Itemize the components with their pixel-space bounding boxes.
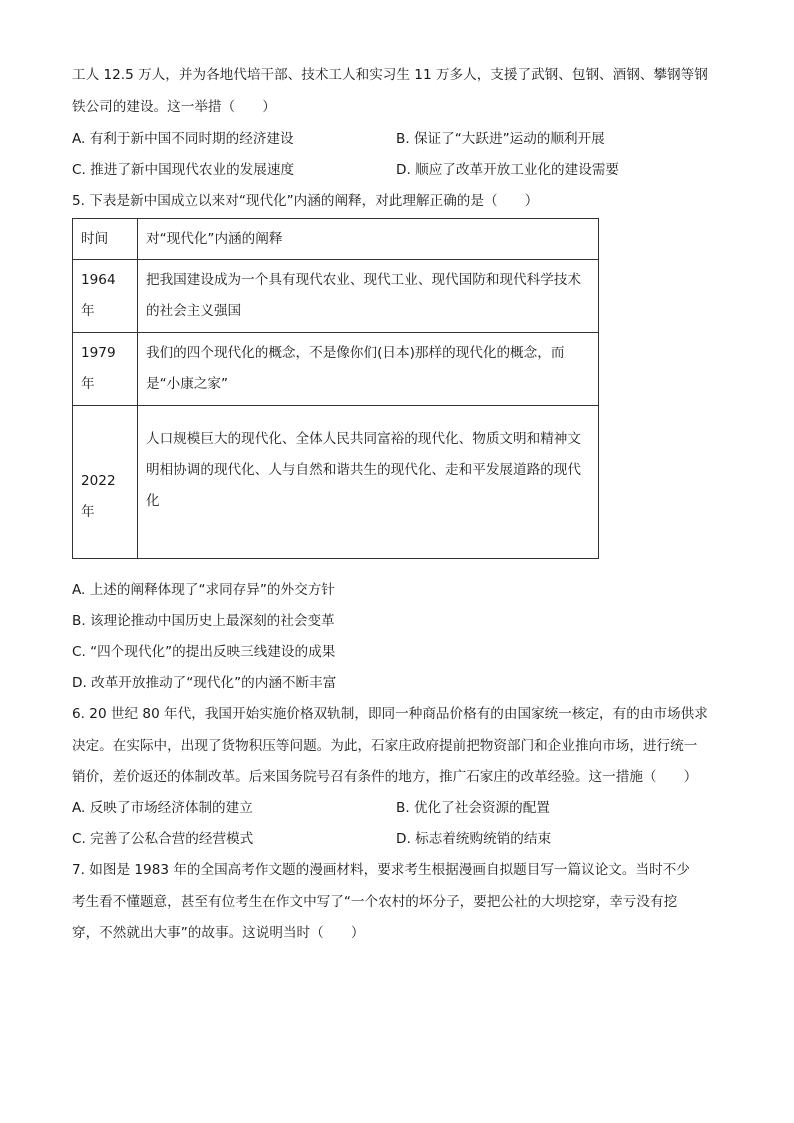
content-text: 人口规模巨大的现代化、全体人民共同富裕的现代化、物质文明和精神文明相协调的现代化、人与自然和谐共生的现代化、走和平发展道路的现代化	[146, 431, 581, 509]
content-text: 我们的四个现代化的概念，不是像你们(日本)那样的现代化的概念，而是“小康之家”	[146, 345, 565, 392]
header-content: 对“现代化”内涵的阐释	[146, 230, 283, 247]
q6-option-a: A. 反映了市场经济体制的建立	[72, 800, 253, 816]
table-row	[73, 333, 599, 406]
intro-line-2: 铁公司的建设。这一举措（ ）	[72, 99, 276, 115]
year-unit: 年	[81, 504, 95, 520]
header-content-cell	[138, 219, 599, 260]
table-header-row	[73, 219, 599, 260]
year-unit: 年	[81, 376, 95, 392]
year-number: 1979	[81, 345, 116, 361]
content-cell	[138, 406, 599, 559]
q6-line-2: 决定。在实际中，出现了货物积压等问题。为此，石家庄政府提前把物资部门和企业推向市场，进行统一	[72, 738, 698, 754]
q5-stem: 5. 下表是新中国成立以来对“现代化”内涵的阐释，对此理解正确的是（ ）	[72, 193, 539, 209]
table-row	[73, 260, 599, 333]
intro-line-1: 工人 12.5 万人，并为各地代培干部、技术工人和实习生 11 万多人，支援了武钢、包钢、酒钢、攀钢等钢	[72, 67, 708, 83]
header-year: 时间	[81, 230, 109, 247]
q4-option-c: C. 推进了新中国现代农业的发展速度	[72, 162, 295, 178]
q6-option-c: C. 完善了公私合营的经营模式	[72, 831, 254, 847]
table-row	[73, 406, 599, 559]
q5-option-a: A. 上述的阐释体现了“求同存异”的外交方针	[72, 582, 335, 598]
year-cell	[73, 260, 138, 333]
q4-option-b: B. 保证了“大跃进”运动的顺利开展	[396, 131, 605, 147]
content-cell	[138, 260, 599, 333]
content-text: 把我国建设成为一个具有现代农业、现代工业、现代国防和现代科学技术的社会主义强国	[146, 272, 581, 319]
q5-option-b: B. 该理论推动中国历史上最深刻的社会变革	[72, 613, 335, 629]
year-unit: 年	[81, 303, 95, 319]
q6-line-1: 6. 20 世纪 80 年代，我国开始实施价格双轨制，即同一种商品价格有的由国家统一核定，有的由市场供求	[72, 706, 708, 722]
year-number: 1964	[81, 272, 116, 288]
q7-line-2: 考生看不懂题意，甚至有位考生在作文中写了“一个农村的坏分子，要把公社的大坝挖穿，幸亏没有挖	[72, 894, 678, 910]
q6-line-3: 销价，差价返还的体制改革。后来国务院号召有条件的地方，推广石家庄的改革经验。这一措施（ ）	[72, 769, 698, 785]
header-year-cell	[73, 219, 138, 260]
q4-option-d: D. 顺应了改革开放工业化的建设需要	[396, 162, 620, 178]
content-cell	[138, 333, 599, 406]
year-cell	[73, 406, 138, 559]
q5-option-c: C. “四个现代化”的提出反映三线建设的成果	[72, 644, 336, 660]
modernization-table	[72, 218, 599, 559]
q7-line-3: 穿，不然就出大事”的故事。这说明当时（ ）	[72, 925, 365, 941]
q5-option-d: D. 改革开放推动了“现代化”的内涵不断丰富	[72, 675, 337, 691]
q6-option-b: B. 优化了社会资源的配置	[396, 800, 550, 816]
q6-option-d: D. 标志着统购统销的结束	[396, 831, 552, 847]
q7-line-1: 7. 如图是 1983 年的全国高考作文题的漫画材料，要求考生根据漫画自拟题目写一篇议论文。当时不少	[72, 862, 690, 878]
year-number: 2022	[81, 473, 116, 489]
q4-option-a: A. 有利于新中国不同时期的经济建设	[72, 131, 294, 147]
year-cell	[73, 333, 138, 406]
